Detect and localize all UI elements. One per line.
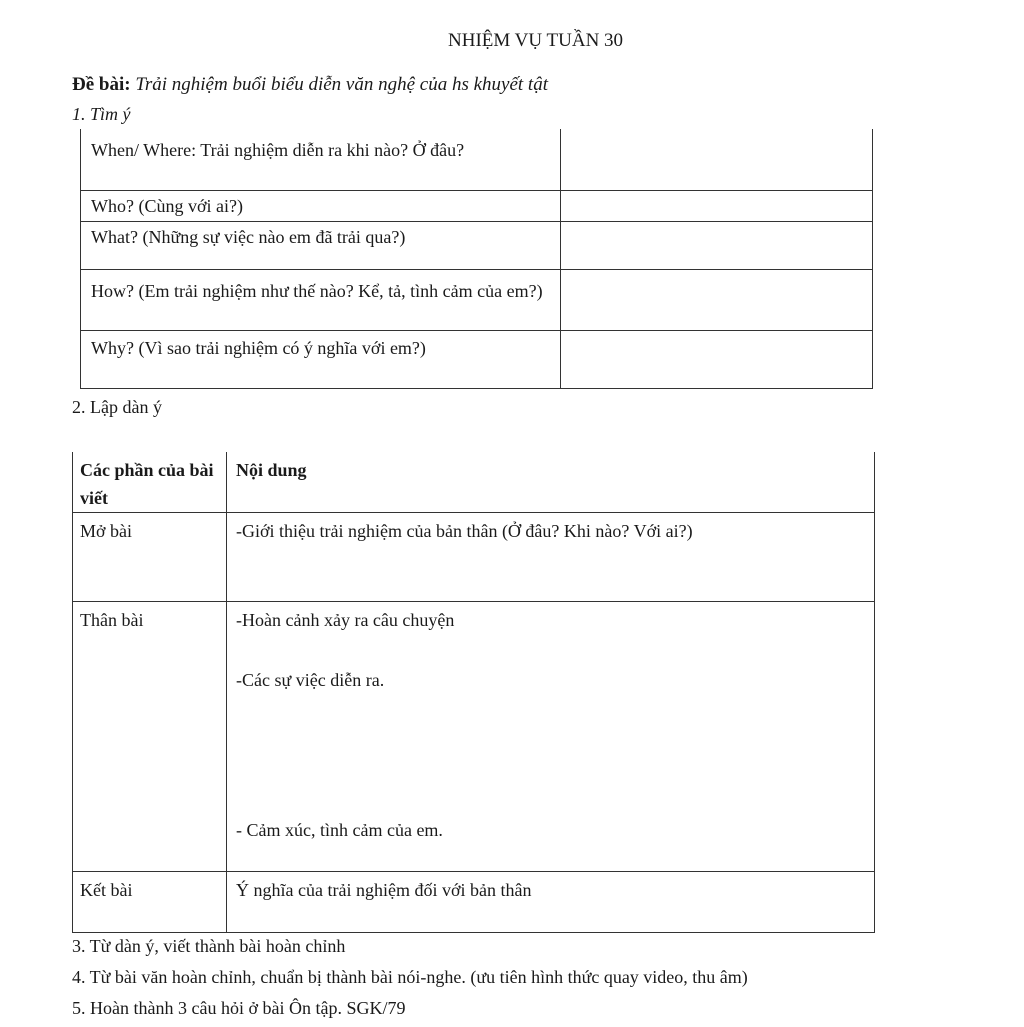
answer-cell[interactable] [561,190,873,221]
table-header-row [73,452,875,513]
question-cell: When/ Where: Trải nghiệm diễn ra khi nào? Ở đâu? [81,129,561,190]
topic-text: Trải nghiệm buổi biểu diễn văn nghệ của hs khuyết tật [135,74,548,95]
part-cell: Mở bài [73,513,227,602]
table-row [81,221,873,269]
table-row [81,190,873,221]
question-cell: Why? (Vì sao trải nghiệm có ý nghĩa với em?) [81,330,561,388]
assignment-topic [72,75,548,94]
content-line: - Cảm xúc, tình cảm của em. [236,820,443,840]
table-row [81,269,873,330]
answer-cell[interactable] [561,330,873,388]
outline-table [72,452,875,933]
content-line: -Các sự việc diễn ra. [236,670,385,690]
content-line: -Hoàn cảnh xảy ra câu chuyện [236,610,455,630]
instruction-3: 3. Từ dàn ý, viết thành bài hoàn chỉnh [72,936,346,956]
question-cell: Who? (Cùng với ai?) [81,190,561,221]
section-1-heading: 1. Tìm ý [72,104,131,124]
answer-cell[interactable] [561,269,873,330]
idea-finding-table [80,129,873,389]
answer-cell[interactable] [561,129,873,190]
question-cell: How? (Em trải nghiệm như thế nào? Kể, tả, tình cảm của em?) [81,269,561,330]
part-cell: Kết bài [73,872,227,933]
page-title: NHIỆM VỤ TUẦN 30 [448,30,624,51]
table-row [73,872,875,933]
header-content: Nội dung [227,452,875,513]
table-row [81,129,873,190]
table-row [81,330,873,388]
content-cell [227,872,875,933]
table-row [73,513,875,602]
answer-cell[interactable] [561,221,873,269]
topic-label: Đề bài: [72,74,131,95]
instruction-5: 5. Hoàn thành 3 câu hỏi ở bài Ôn tập. SGK/79 [72,998,406,1018]
instruction-4: 4. Từ bài văn hoàn chỉnh, chuẩn bị thành bài nói-nghe. (ưu tiên hình thức quay video, thu âm) [72,967,748,987]
content-cell [227,513,875,602]
part-cell: Thân bài [73,602,227,872]
content-cell [227,602,875,872]
content-line: Ý nghĩa của trải nghiệm đối với bản thân [236,880,532,900]
header-part: Các phần của bài viết [73,452,227,513]
section-2-heading: 2. Lập dàn ý [72,397,162,417]
question-cell: What? (Những sự việc nào em đã trải qua?) [81,221,561,269]
table-row [73,602,875,872]
content-line: -Giới thiệu trải nghiệm của bản thân (Ở đâu? Khi nào? Với ai?) [236,521,693,541]
